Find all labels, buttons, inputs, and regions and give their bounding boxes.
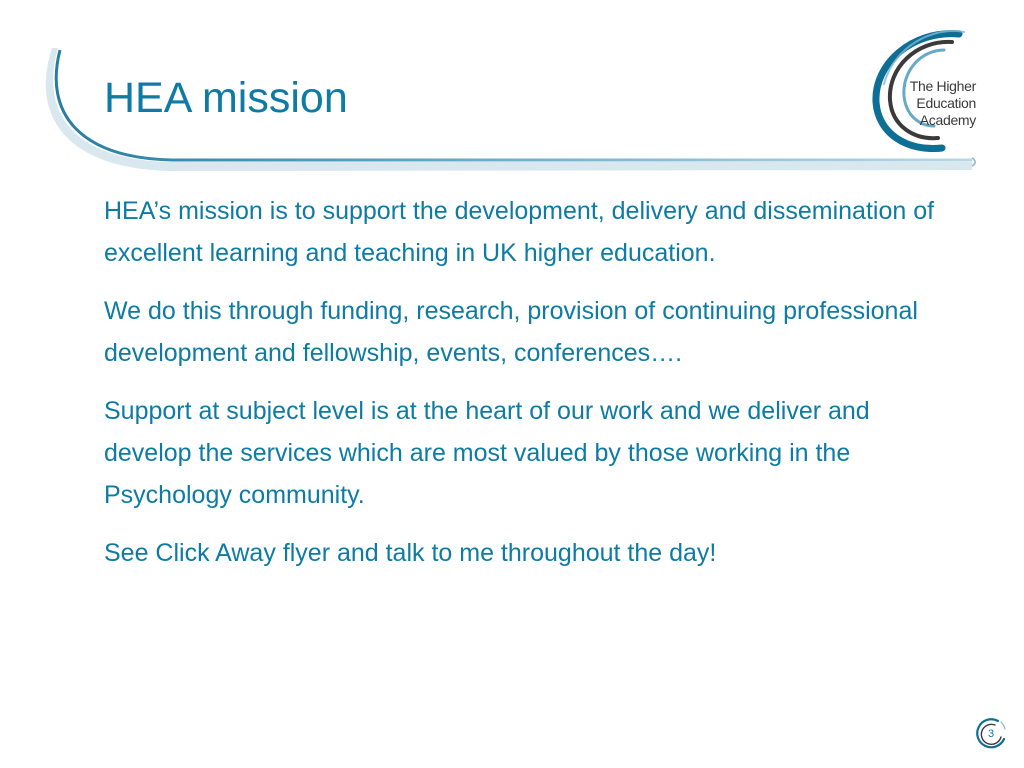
logo-line-3: Academy — [919, 112, 976, 128]
logo-wordmark — [910, 78, 976, 129]
body-paragraph-activities: We do this through funding, research, provision of continuing professional development and fellowship, events, conferences…. — [104, 297, 918, 367]
logo-line-2: Education — [916, 95, 976, 111]
logo-line-1: The Higher — [909, 78, 976, 94]
hea-logo — [864, 26, 984, 152]
page-number-badge — [974, 717, 1008, 751]
page-number: 3 — [987, 728, 995, 740]
body-paragraph-mission: HEA’s mission is to support the development, delivery and dissemination of excellent learning and teaching in UK higher education. — [104, 197, 935, 267]
slide-title: HEA mission — [104, 74, 348, 122]
body-paragraph-subject-support: Support at subject level is at the heart of our work and we deliver and develop the services which are most valued by those working in the Psychology community. — [104, 397, 870, 509]
slide-body — [104, 190, 964, 590]
body-paragraph-call-to-action: See Click Away flyer and talk to me throughout the day! — [104, 539, 717, 567]
